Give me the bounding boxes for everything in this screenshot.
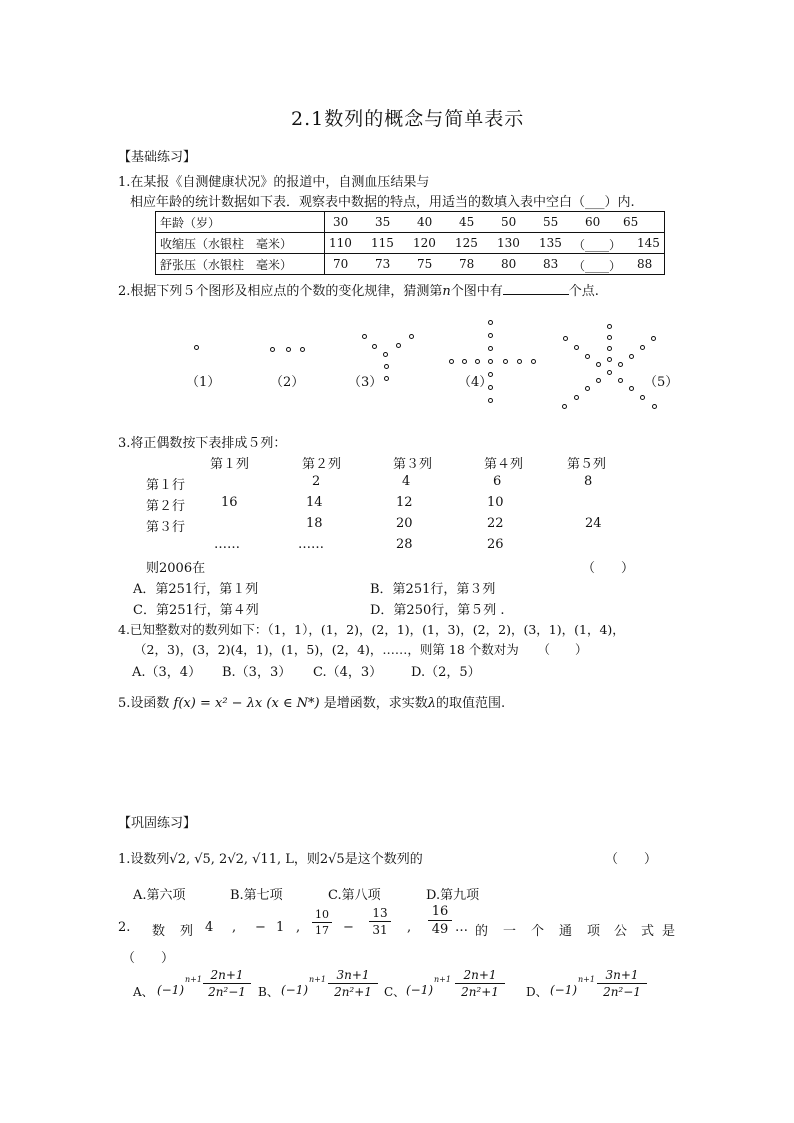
option-exponent: n+1	[578, 975, 595, 984]
q2-question	[118, 280, 599, 299]
c2-word: 1	[276, 920, 285, 935]
figure-dot	[488, 359, 493, 364]
c2-word: −	[343, 920, 354, 935]
option-exponent: n+1	[185, 975, 202, 984]
c1-mid: ，则	[293, 852, 320, 867]
c2-word: 列	[180, 924, 194, 939]
c2-word: 一	[503, 924, 517, 939]
figure-dot	[607, 346, 612, 351]
fraction-denominator: 2n²−1	[603, 985, 641, 999]
basic-section-heading: 【基础练习】	[118, 150, 197, 165]
option-a: A.第六项	[133, 888, 186, 903]
figure-dot	[607, 370, 612, 375]
figure-dot	[384, 364, 389, 369]
systolic-values	[325, 233, 665, 254]
option-d: D．第250行，第５列 .	[370, 603, 505, 618]
option-sign: (−1)	[157, 983, 185, 997]
figure-dot	[372, 344, 377, 349]
column-header: 第４列	[484, 457, 524, 472]
c2-word: 通	[559, 924, 573, 939]
table-cell: 73	[375, 257, 391, 271]
grid-cell: 10	[487, 495, 504, 510]
option-a: A.（3，4）	[132, 665, 202, 680]
grid-cell: 24	[585, 516, 602, 531]
column-header: 第３列	[393, 457, 433, 472]
figure-dot	[488, 320, 493, 325]
blood-pressure-table	[155, 211, 665, 275]
grid-ellipsis: ……	[298, 537, 324, 552]
fraction-denominator: 49	[431, 922, 449, 937]
grid-cell: 14	[306, 495, 323, 510]
figure-dot	[194, 345, 199, 350]
table-row	[156, 233, 665, 254]
grid-cell: 28	[396, 537, 413, 552]
figure-dot	[362, 334, 367, 339]
fraction-bar	[597, 983, 647, 984]
q2-text-b: 个图中有	[450, 284, 503, 299]
q2-variable-n: n	[442, 284, 451, 299]
grid-cell: 18	[306, 516, 323, 531]
q5-question	[118, 692, 505, 711]
grid-cell: 4	[402, 474, 411, 489]
option-fraction	[597, 968, 647, 999]
answer-paren: （ ）	[582, 561, 635, 576]
option-fraction	[203, 968, 251, 999]
c2-word: 是	[662, 924, 676, 939]
grid-cell: 12	[396, 495, 413, 510]
c2-word: 项	[587, 924, 601, 939]
figure-dot	[596, 378, 601, 383]
figure-dot	[574, 395, 579, 400]
table-blank-cell: （____）	[573, 259, 622, 273]
option-sign: (−1)	[281, 983, 309, 997]
grid-cell: 20	[396, 516, 413, 531]
option-c: C．第251行，第４列	[133, 603, 259, 618]
age-values	[325, 212, 665, 233]
grid-cell: 6	[493, 474, 502, 489]
figure-dot	[503, 359, 508, 364]
q5-end: 的取值范围.	[436, 696, 506, 711]
fraction-numerator: 10	[315, 908, 329, 921]
figure-dot	[585, 386, 590, 391]
figure-dot	[640, 345, 645, 350]
figure-dot	[409, 334, 414, 339]
table-cell: 110	[329, 236, 352, 250]
table-cell: 30	[333, 215, 349, 229]
c2-fraction	[428, 904, 452, 937]
row-label: 第２行	[146, 499, 186, 514]
q4-line1: 4.已知整数对的数列如下：（1，1），(1，2)，(2，1)，(1，3)，(2，2)，(3，1)，(1，4)，	[118, 622, 625, 637]
table-cell: 130	[497, 236, 520, 250]
table-cell: 145	[637, 236, 660, 250]
option-fraction	[328, 968, 378, 999]
fraction-bar	[369, 921, 391, 922]
row-label-systolic: 收缩压（水银柱 毫米）	[156, 233, 325, 254]
fraction-denominator: 2n²+1	[334, 985, 372, 999]
c1-suffix: 是这个数列的	[344, 852, 423, 867]
consolidate-section-heading: 【巩固练习】	[118, 816, 197, 831]
table-cell: 80	[501, 257, 517, 271]
grid-cell: 22	[487, 516, 504, 531]
option-fraction	[455, 968, 505, 999]
figure-dot	[607, 357, 612, 362]
q2-text-a: 2.根据下列５个图形及相应点的个数的变化规律，猜测第	[118, 284, 443, 299]
c2-fraction	[312, 908, 332, 937]
option-letter: C、	[384, 985, 406, 999]
option-exponent: n+1	[309, 975, 326, 984]
table-cell: 115	[371, 236, 394, 250]
figure-dot	[562, 404, 567, 409]
figure-dot	[531, 359, 536, 364]
figure-dot	[607, 335, 612, 340]
fraction-numerator: 3n+1	[336, 968, 370, 982]
figure-dot	[488, 346, 493, 351]
row-label: 第１行	[146, 478, 186, 493]
option-a: A．第251行，第１列	[133, 582, 259, 597]
table-cell: 55	[543, 215, 559, 229]
table-cell: 75	[417, 257, 433, 271]
table-cell: 120	[413, 236, 436, 250]
option-d: D.（2，5）	[411, 665, 481, 680]
page-title: 2.1数列的概念与简单表示	[291, 108, 525, 130]
c1-sequence: √2, √5, 2√2, √11, L	[169, 852, 294, 867]
column-header: 第１列	[210, 457, 250, 472]
q5-lambda: λ	[427, 696, 437, 711]
figure-label: （4）	[458, 375, 493, 390]
grid-cell: 26	[487, 537, 504, 552]
figure-dot	[629, 386, 634, 391]
figure-dot	[596, 362, 601, 367]
q3-question: 则2006在	[146, 561, 206, 576]
grid-ellipsis: ……	[214, 537, 240, 552]
option-letter: B、	[258, 985, 279, 999]
row-label-diastolic: 舒张压（水银柱 毫米）	[156, 254, 325, 275]
q1-line1: 1.在某报《自测健康状况》的报道中，自测血压结果与	[118, 175, 430, 190]
figure-dot	[607, 324, 612, 329]
fraction-numerator: 3n+1	[605, 968, 639, 982]
fraction-numerator: 2n+1	[210, 968, 244, 982]
row-label: 第３行	[146, 520, 186, 535]
answer-paren: （ ）	[122, 951, 175, 966]
option-exponent: n+1	[434, 975, 451, 984]
figure-dot	[462, 359, 467, 364]
c2-word: 4	[205, 920, 214, 935]
figure-label: （3）	[348, 375, 383, 390]
table-cell: 88	[637, 257, 653, 271]
figure-dot	[384, 376, 389, 381]
c2-label: 2.	[118, 920, 131, 935]
table-cell: 35	[375, 215, 391, 229]
q1-line2: 相应年龄的统计数据如下表．观察表中数据的特点，用适当的数填入表中空白（___）内.	[130, 195, 635, 210]
figure-dot	[449, 359, 454, 364]
c2-word: 的	[475, 924, 489, 939]
c2-word: ,	[407, 920, 412, 935]
q5-formula: f(x) = x² − λx (x ∈ N*)	[173, 696, 320, 711]
figure-dot	[629, 354, 634, 359]
c2-word: 式	[641, 924, 655, 939]
q2-text-c: 个点.	[568, 284, 599, 299]
q4-line2: （2，3)，(3，2)(4，1)，(1，5)，(2，4)，……，则第 18 个数对为 （ ）	[134, 642, 588, 657]
column-header: 第２列	[302, 457, 342, 472]
figure-dot	[396, 343, 401, 348]
figure-dot	[300, 347, 305, 352]
q5-suffix: 是增函数，求实数	[323, 696, 428, 711]
grid-cell: 16	[221, 495, 238, 510]
figure-dot	[517, 359, 522, 364]
c1-term: 2√5	[319, 852, 345, 867]
figure-dot	[488, 398, 493, 403]
fraction-bar	[328, 983, 378, 984]
figure-dot	[270, 347, 275, 352]
fraction-denominator: 31	[372, 923, 388, 937]
figure-dot	[563, 336, 568, 341]
option-c: C.第八项	[328, 888, 381, 903]
table-cell: 45	[459, 215, 475, 229]
table-cell: 125	[455, 236, 478, 250]
option-b: B．第251行，第３列	[370, 582, 496, 597]
table-cell: 60	[585, 215, 601, 229]
figure-dot	[640, 395, 645, 400]
figure-dot	[286, 347, 291, 352]
table-blank-cell: （____）	[573, 238, 622, 252]
fraction-bar	[428, 920, 452, 921]
figure-dot	[618, 362, 623, 367]
c2-word: …	[455, 920, 468, 935]
fraction-numerator: 16	[431, 904, 449, 919]
q3-intro: 3.将正偶数按下表排成５列：	[118, 436, 287, 451]
figure-dot	[488, 333, 493, 338]
figure-label: （2）	[270, 375, 305, 390]
diastolic-values	[325, 254, 665, 275]
option-letter: A、	[133, 985, 154, 999]
fraction-denominator: 2n²+1	[461, 985, 499, 999]
table-cell: 50	[501, 215, 517, 229]
c1-prefix: 1.设数列	[118, 852, 170, 867]
answer-paren: （ ）	[605, 852, 658, 867]
fraction-numerator: 2n+1	[463, 968, 497, 982]
answer-blank	[503, 282, 569, 295]
fraction-bar	[455, 983, 505, 984]
grid-cell: 8	[584, 474, 593, 489]
option-b: B.第七项	[230, 888, 283, 903]
c2-word: −	[255, 920, 266, 935]
table-cell: 70	[333, 257, 349, 271]
c2-word: 个	[531, 924, 545, 939]
column-header: 第５列	[567, 457, 607, 472]
fraction-numerator: 13	[372, 906, 388, 920]
table-cell: 78	[459, 257, 475, 271]
table-cell: 40	[417, 215, 433, 229]
figure-label: （1）	[186, 375, 221, 390]
figure-dot	[475, 359, 480, 364]
table-cell: 65	[623, 215, 639, 229]
table-row	[156, 254, 665, 275]
option-sign: (−1)	[550, 983, 578, 997]
figure-dot	[652, 404, 657, 409]
fraction-denominator: 17	[315, 924, 329, 937]
fraction-bar	[312, 922, 332, 923]
figure-dot	[651, 336, 656, 341]
c2-fraction	[369, 906, 391, 937]
figure-dot	[383, 352, 388, 357]
option-letter: D、	[526, 985, 548, 999]
c2-word: ,	[232, 920, 237, 935]
grid-cell: 2	[312, 474, 321, 489]
table-cell: 135	[539, 236, 562, 250]
option-sign: (−1)	[406, 983, 434, 997]
table-cell: 83	[543, 257, 559, 271]
figure-dot	[618, 378, 623, 383]
figure-dot	[585, 354, 590, 359]
fraction-denominator: 2n²−1	[208, 985, 246, 999]
c1-question	[118, 848, 423, 867]
q5-prefix: 5.设函数	[118, 696, 170, 711]
figure-dot	[574, 345, 579, 350]
c2-word: 数	[152, 924, 166, 939]
fraction-bar	[203, 983, 251, 984]
c2-word: 公	[614, 924, 628, 939]
option-b: B.（3，3）	[222, 665, 292, 680]
figure-label: （5）	[644, 375, 679, 390]
option-c: C.（4，3）	[313, 665, 383, 680]
c2-word: ,	[296, 920, 301, 935]
option-d: D.第九项	[426, 888, 480, 903]
row-label-age: 年龄（岁）	[156, 212, 325, 233]
table-row	[156, 212, 665, 233]
